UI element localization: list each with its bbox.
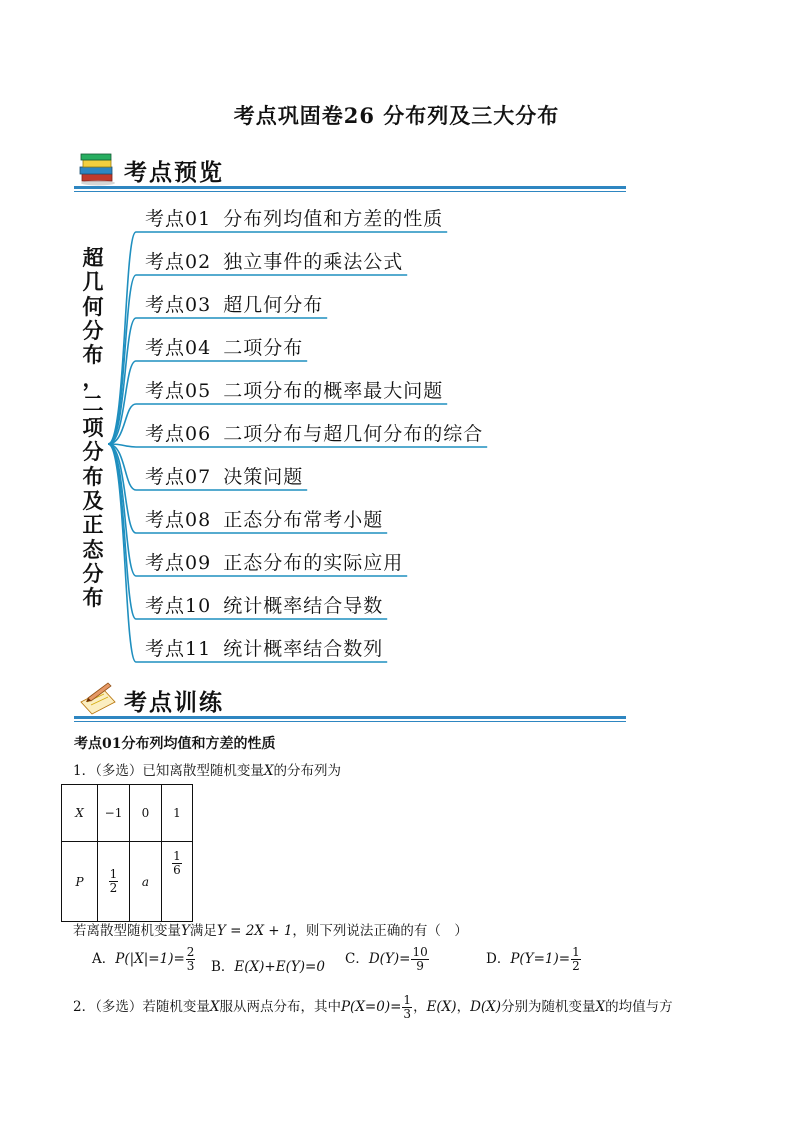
topic-number: 考点04 xyxy=(145,337,212,359)
fraction: $\frac{1}{2}$ xyxy=(109,867,118,895)
root-char: 态 xyxy=(82,537,104,562)
table-cell xyxy=(162,842,193,922)
root-char: 分 xyxy=(82,561,104,586)
root-char: 分 xyxy=(82,440,104,465)
root-char: 超 xyxy=(82,246,104,270)
topic-text: 正态分布的实际应用 xyxy=(223,552,404,574)
section-divider-thin xyxy=(74,721,626,722)
topic-number: 考点05 xyxy=(145,380,212,402)
topic-text: 独立事件的乘法公式 xyxy=(223,251,404,273)
option-a: A．P(|X|=1)= $\frac{2}{3}$ xyxy=(92,945,195,973)
topic-number: 考点02 xyxy=(145,251,212,273)
topic-text: 二项分布的概率最大问题 xyxy=(223,380,444,402)
topic-text: 正态分布常考小题 xyxy=(223,509,384,531)
branch-curve xyxy=(108,444,136,619)
question-1-condition: 若离散型随机变量Y满足Y = 2X + 1，则下列说法正确的有（ ） xyxy=(73,923,468,939)
table-row xyxy=(62,842,193,922)
question-2-stem: 2．（多选）若随机变量X服从两点分布，其中P(X=0)= $\frac{1}{3}$ ，E(X)，D(X)分别为随机变量X的均值与方 xyxy=(73,993,673,1021)
table-cell: P xyxy=(62,842,98,922)
root-char: 项 xyxy=(82,416,104,441)
root-char: 正 xyxy=(82,513,104,538)
mindmap-topic xyxy=(145,548,403,575)
table-cell xyxy=(98,842,130,922)
mindmap-topic xyxy=(145,505,383,532)
topic-number: 考点06 xyxy=(145,423,212,445)
section-label: 考点训练 xyxy=(124,690,224,716)
section-divider xyxy=(74,716,626,719)
topic-subtitle: 考点01分布列均值和方差的性质 xyxy=(74,736,276,752)
option-d: D．P(Y=1)= $\frac{1}{2}$ xyxy=(486,945,580,973)
topic-number: 考点01 xyxy=(145,208,212,230)
pencil-paper-icon xyxy=(78,680,118,716)
section-header-training xyxy=(74,678,626,722)
topic-number: 考点11 xyxy=(145,638,212,660)
fraction: $\frac{10}{9}$ xyxy=(412,945,428,973)
table-row xyxy=(62,785,193,842)
option-b: B．E(X)+E(Y)=0 xyxy=(211,959,325,975)
topic-text: 统计概率结合数列 xyxy=(223,638,384,660)
mindmap-topic xyxy=(145,419,483,446)
distribution-table xyxy=(61,784,193,922)
mindmap-topic xyxy=(145,462,303,489)
table-cell: a xyxy=(130,842,162,922)
topic-number: 考点03 xyxy=(145,294,212,316)
topic-text: 二项分布 xyxy=(223,337,304,359)
fraction: $\frac{1}{6}$ xyxy=(173,849,181,877)
topic-number: 考点10 xyxy=(145,595,212,617)
fraction: $\frac{1}{2}$ xyxy=(572,945,580,973)
topic-text: 统计概率结合导数 xyxy=(223,595,384,617)
root-char: 布 xyxy=(82,343,104,368)
topic-text: 二项分布与超几何分布的综合 xyxy=(223,423,484,445)
table-cell: 1 xyxy=(162,785,193,842)
stem-text: 的分布列为 xyxy=(273,763,341,779)
root-char: 几 xyxy=(82,270,104,295)
topic-number: 考点08 xyxy=(145,509,212,531)
root-char: 及 xyxy=(82,488,104,513)
document-title: 考点巩固卷26 分布列及三大分布 xyxy=(233,103,560,128)
mindmap-topic xyxy=(145,290,323,317)
root-char: 二 xyxy=(82,391,104,416)
root-char: 分 xyxy=(82,318,104,343)
mindmap-topic xyxy=(145,591,383,618)
table-cell: −1 xyxy=(98,785,130,842)
mindmap-topic xyxy=(145,247,403,274)
stem-text: 1．（多选）已知离散型随机变量 xyxy=(73,763,264,779)
root-char: 布 xyxy=(82,586,104,611)
topic-text: 超几何分布 xyxy=(223,294,324,316)
table-cell: 0 xyxy=(130,785,162,842)
fraction: $\frac{2}{3}$ xyxy=(186,945,195,973)
root-char: 布 xyxy=(82,464,104,489)
topic-text: 分布列均值和方差的性质 xyxy=(223,208,444,230)
mindmap-topic xyxy=(145,376,443,403)
root-char: ， xyxy=(82,367,104,392)
fraction: $\frac{1}{3}$ xyxy=(403,993,412,1021)
mindmap-topic xyxy=(145,634,383,661)
table-cell: X xyxy=(62,785,98,842)
mindmap-topic xyxy=(145,204,443,231)
mindmap-topic xyxy=(145,333,303,360)
option-c: C．D(Y)= $\frac{10}{9}$ xyxy=(345,945,428,973)
topic-number: 考点07 xyxy=(145,466,212,488)
root-char: 何 xyxy=(82,294,104,319)
section-label: 考点预览 xyxy=(124,160,224,186)
question-1-stem xyxy=(73,759,341,779)
topic-text: 决策问题 xyxy=(223,466,304,488)
variable-x: X xyxy=(263,763,274,779)
topic-number: 考点09 xyxy=(145,552,212,574)
